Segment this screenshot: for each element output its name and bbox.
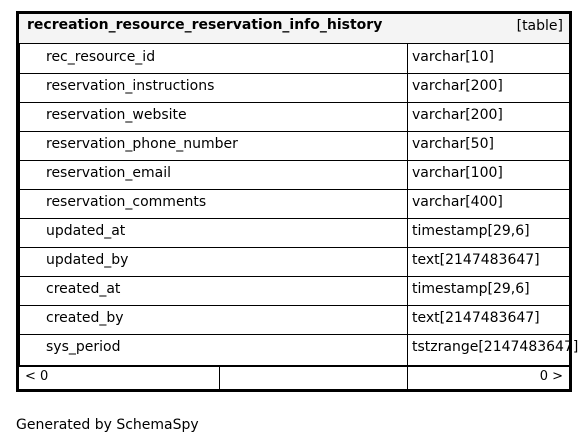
column-type: timestamp[29,6]	[412, 281, 530, 297]
column-type: varchar[200]	[412, 78, 503, 94]
column-name: created_at	[46, 281, 121, 297]
table-row	[19, 44, 569, 74]
parents-count: < 0	[25, 369, 49, 384]
table-name: recreation_resource_reservation_info_history	[27, 17, 383, 33]
column-type: varchar[400]	[412, 194, 503, 210]
column-name: reservation_phone_number	[46, 136, 238, 152]
column-type: timestamp[29,6]	[412, 223, 530, 239]
generated-by-label: Generated by SchemaSpy	[16, 417, 199, 433]
table-row	[19, 131, 569, 161]
column-type: text[2147483647]	[412, 252, 540, 268]
table-row	[19, 102, 569, 132]
column-name: reservation_email	[46, 165, 172, 181]
column-name: sys_period	[46, 339, 121, 355]
footer-divider	[219, 366, 220, 389]
table-row	[19, 247, 569, 277]
table-header	[19, 14, 569, 44]
column-type: text[2147483647]	[412, 310, 540, 326]
column-name: created_by	[46, 310, 124, 326]
table-row	[19, 218, 569, 248]
footer-divider	[407, 366, 408, 389]
column-name: updated_at	[46, 223, 126, 239]
table-row	[19, 276, 569, 306]
table-row	[19, 73, 569, 103]
table-row	[19, 189, 569, 219]
column-type: varchar[10]	[412, 49, 494, 65]
column-name: rec_resource_id	[46, 49, 156, 65]
column-name: reservation_website	[46, 107, 187, 123]
column-name: updated_by	[46, 252, 129, 268]
column-name: reservation_comments	[46, 194, 207, 210]
column-type: tstzrange[2147483647]	[412, 339, 579, 355]
table-kind: [table]	[516, 18, 563, 34]
column-type: varchar[50]	[412, 136, 494, 152]
table-node	[16, 11, 579, 392]
table-footer	[19, 366, 569, 389]
column-type: varchar[200]	[412, 107, 503, 123]
children-count: 0 >	[539, 369, 563, 384]
column-type: varchar[100]	[412, 165, 503, 181]
table-row	[19, 160, 569, 190]
table-row	[19, 305, 569, 335]
table-row	[19, 334, 579, 367]
column-name: reservation_instructions	[46, 78, 215, 94]
